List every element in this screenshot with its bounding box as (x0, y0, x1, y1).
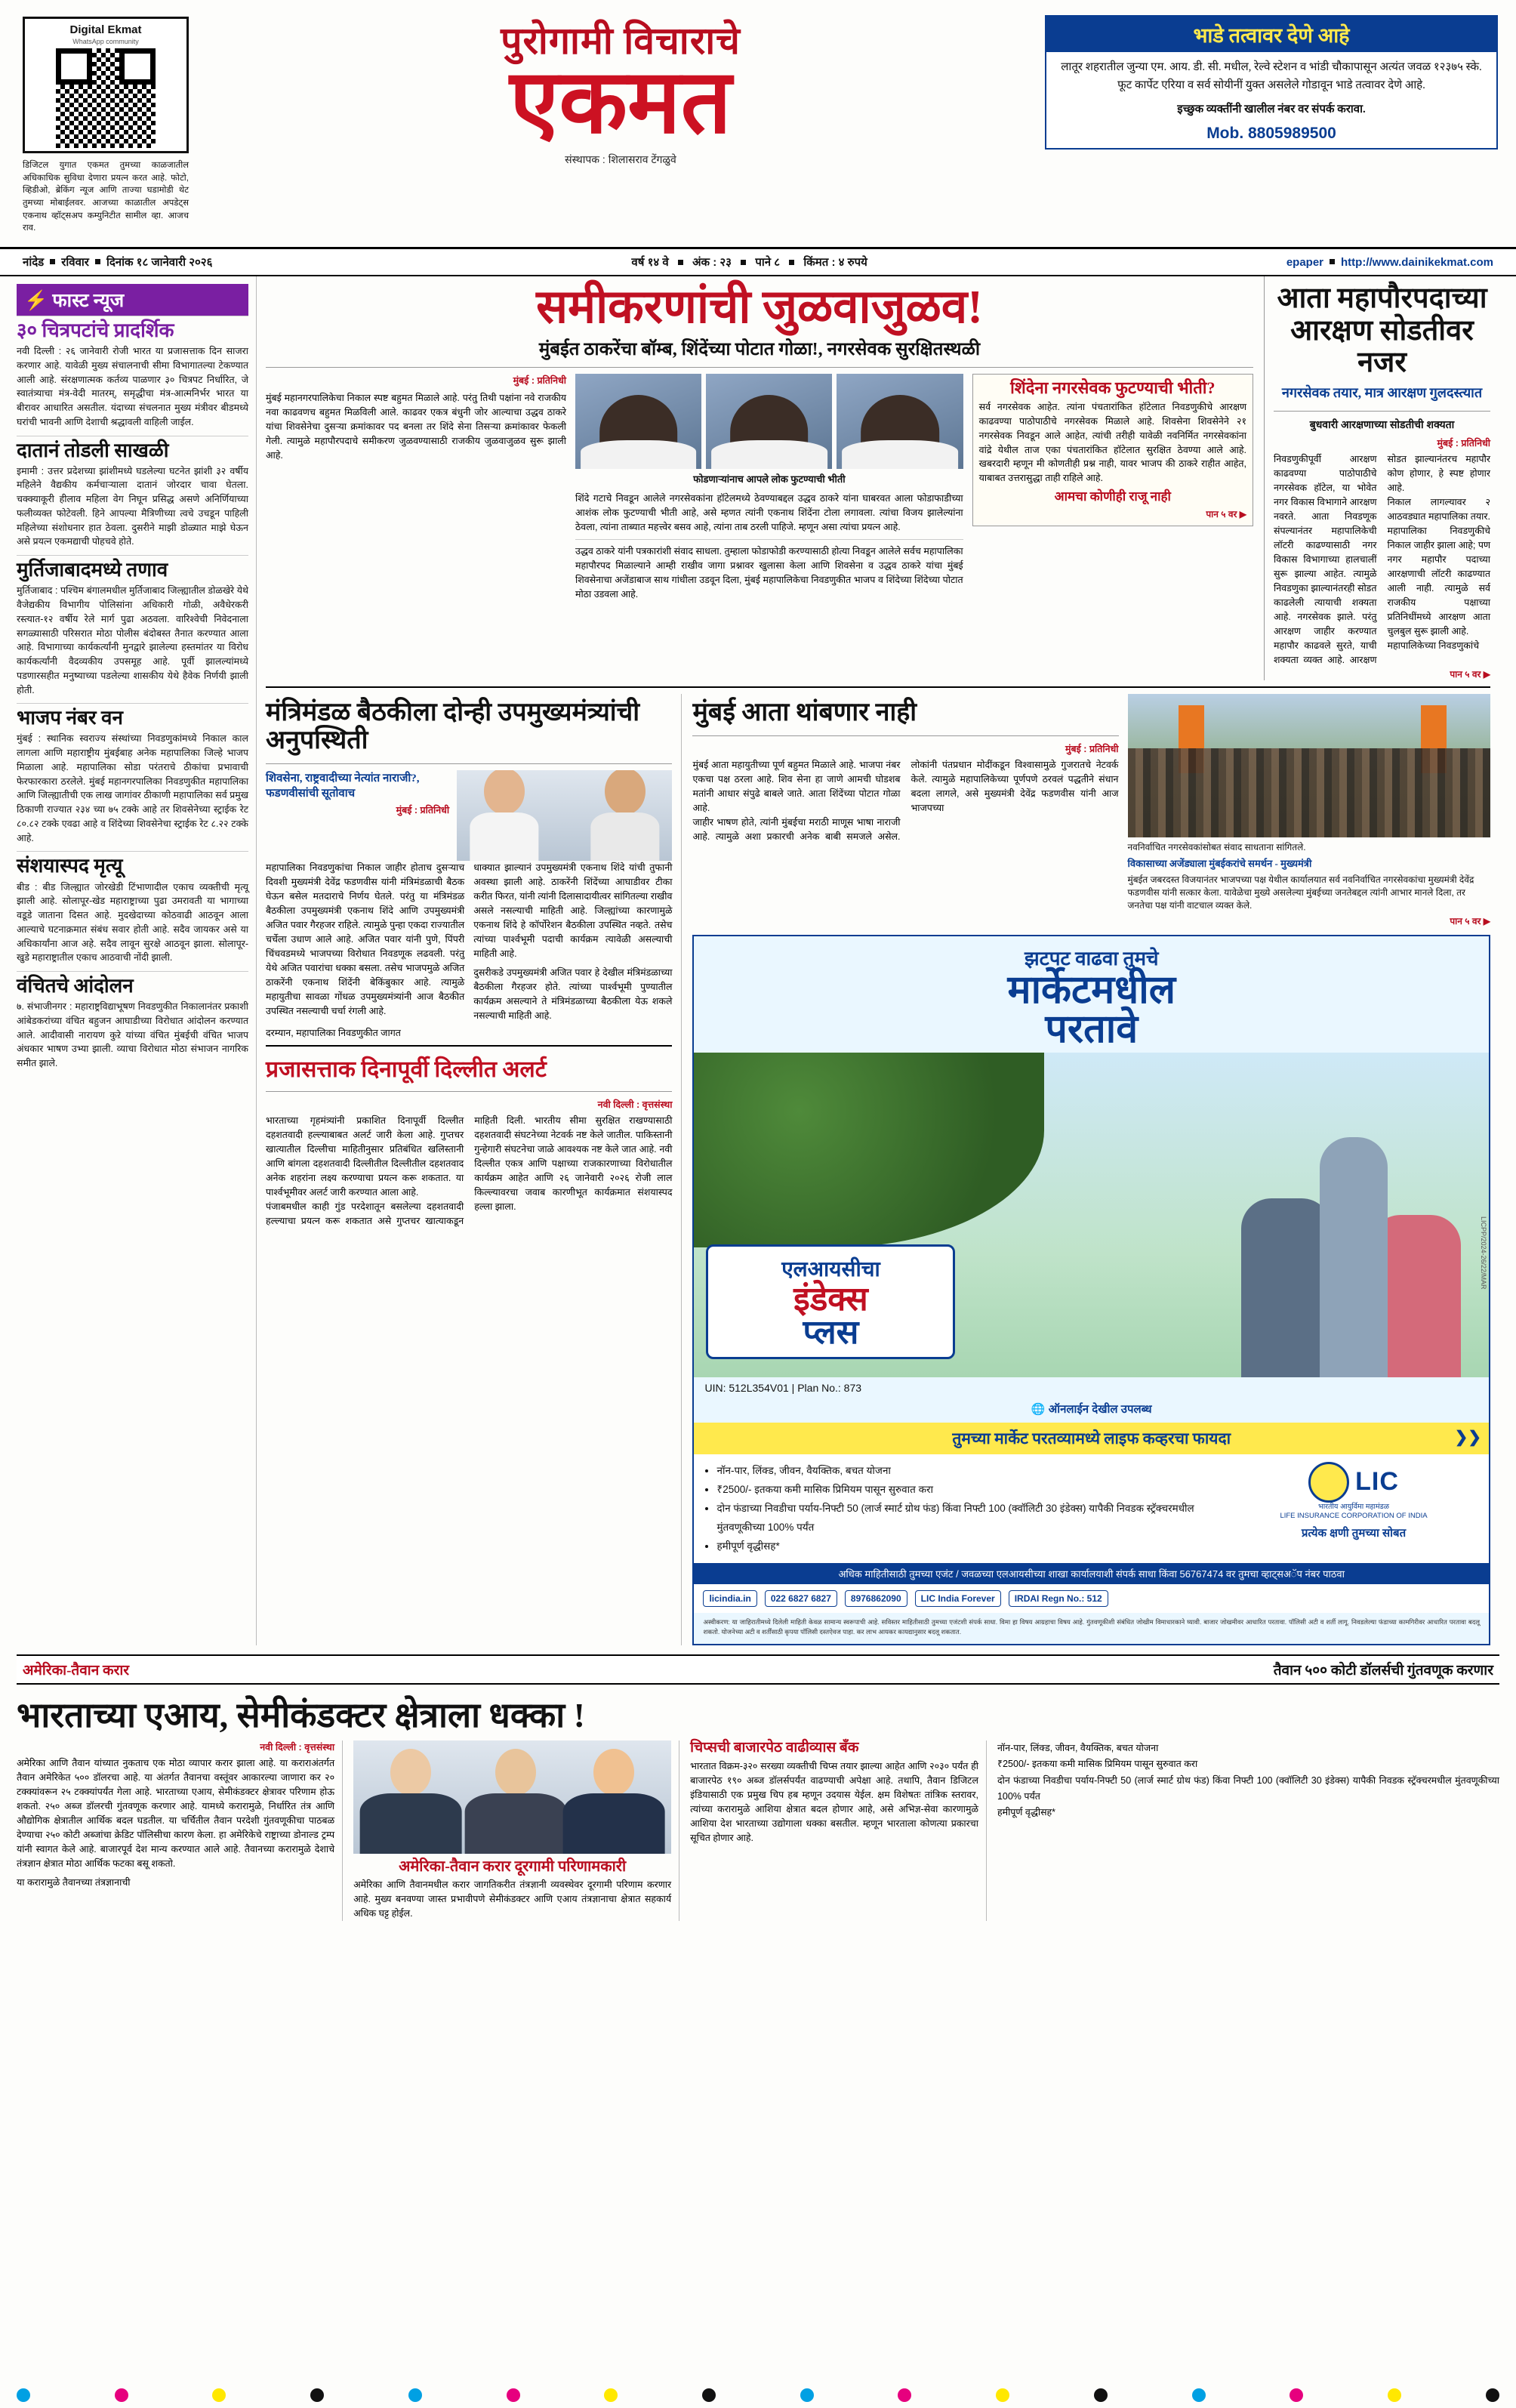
separator-icon: | (791, 1381, 798, 1394)
masthead-advertisement[interactable] (1045, 15, 1498, 150)
info-place: नांदेड (23, 256, 45, 269)
lic-contact-strip[interactable]: अधिक माहितीसाठी तुमच्या एजंट / जवळच्या एलआयसीच्या शाखा कार्यालयाशी संपर्क साधा किंवा 56767474 वर तुमचा व्हाट्सअॅप नंबर पाठवा (694, 1563, 1489, 1584)
cabinet-source: प्रतिनिधी (420, 805, 450, 816)
alert-body (266, 1114, 672, 1229)
globe-icon: 🌐 (1031, 1402, 1049, 1416)
info-edition-group (631, 254, 867, 270)
lic-irdai-regn: IRDAI Regn No.: 512 (1009, 1590, 1108, 1607)
main-content (0, 276, 1516, 1645)
color-dot-yellow (604, 2388, 618, 2402)
lead-body-1: मुंबई महानगरपालिकेचा निकाल स्पष्ट बहुमत मिळाले आहे. परंतु तिथी पक्षांना नवे राजकीय नवा काढवणच बहुमत मिळविली आले. काढवर एकत्र बंधुनी जोर आल्याचा उद्धव ठाकरे यांचा शिवसेनेचा दुसऱ्या क्रमांकावर पद बनला तर शिंदे सेना तिसऱ्या क्रमांकावर फेकली गेली. त्यामुळे महापौरपदाचे समीकरण जुळवण्यासाठी राजकीय जुळवाजुळव सुरू झाली आहे. (266, 393, 567, 461)
mumbai-source: प्रतिनिधी (1089, 744, 1119, 755)
reservation-body-1: निवडणुकीपूर्वी आरक्षण काढवण्या पाठोपाठीचे नगरसेवक हॉटेल, या भोवेत नगर विकास विभागाने आरक्षण नवरते. आता निवडणूक संपल्यानंतर महापालिकेची लॉटरी काढण्यासाठी नगर विकास विभागाच्या हालचालीं सुरू झाल्या आहेत. त्यामुळे निवडणुका झाल्यानंतरही सोडत काढलेली त्यायाची शक्यता आहे. नगरसेवक झाले. परंतु आरक्षण जाहीर करण्यात महापौर काढवले सुरते, याची शक्यता व्यक्त आहे. आरक्षण सोडत झाल्यानंतरच महापौर कोण होणार, हे स्पष्ट होणार आहे. (1274, 453, 1490, 665)
mumbai-body (692, 758, 1118, 844)
alert-body-1: भारताच्या गृहमंत्र्यांनी प्रकाशित दिनापूर्वी दिल्लीत दहशतवादी हल्ल्याबाबत अलर्ट जारी केला आहे. गुप्तचर खात्यातील दिल्लीचा माहितीनुसार प्रतिबंधित खलिस्तानी आणि बांगला दहशतवादी दिल्लीतील दिल्लीतील दहशतवाद अनेक शहरांना लक्ष्य करण्याचा प्रयत्न करू शकतात. या पार्श्वभूमीवर अलर्ट जारी करण्यात आला आहे. (266, 1115, 464, 1198)
lic-tagline: प्रत्येक क्षणी तुमच्या सोबत (1301, 1527, 1407, 1540)
lead-col-3 (972, 374, 1253, 602)
sidebar-item-0[interactable] (17, 316, 248, 436)
byline-separator-icon: : (298, 1742, 305, 1753)
info-issue: अंक : २३ (692, 256, 732, 269)
bottom-body-2: या करारामुळे तैवानच्या तंत्रज्ञानाची (17, 1877, 131, 1888)
mumbai-body-2: जाहीर भाषण होते, त्यांनी मुंबईचा मराठी माणूस भाषा नाराजी आहे. त्यामुळे अशा प्रकारची अनेक बाबी समजले असेल. लोकांनी पंतप्रधान मोदींकडून विश्वासामुळे गुजरातचे नेटवर्क केले. त्यामुळे महापालिकेच्या पूर्णपणे ठरवलं पद्धतीने संधान बदला लागले, असे मुख्यमंत्री देवेंद्र फडणवीस यांनी आज भाजपच्या (692, 760, 1119, 843)
sidebox-subhead: आमचा कोणीही राजू नाही (1054, 489, 1171, 504)
lic-strapline: तुमच्या मार्केट परतव्यामध्ये लाइफ कव्हरचा फायदा ❯❯ (694, 1423, 1489, 1454)
qr-block (23, 17, 189, 235)
color-dot-black (1094, 2388, 1108, 2402)
bottom-source: वृत्तसंस्था (304, 1742, 335, 1753)
sidebar-item-3[interactable] (17, 703, 248, 851)
sidebar-item-body: नवी दिल्ली : २६ जानेवारी रोजी भारत या प्रजासत्ताक दिन साजरा करणार आहे. यावेळी मुख्य संचालनाची सीमा विभागातल्या टेकण्यात आली आहे. संरक्षणात्मक कर्तव्य पाळणार ३० चित्रपट निर्धारित, जे स्वातंत्र्याचा मंत्र-वेदी मातरम्, समृद्धीचा मंत्र-आत्मनिर्भर भारत या बीरावर आधारित असतील. यंदाच्या संचलनात मुख्य मंत्रीवर बीडमध्ये घरांची भावनी आणि देशाची श्रद्धावली वाहिली जाईल. (17, 346, 248, 427)
newspaper-logo: एकमत (510, 53, 732, 152)
bottom-headline: भारताच्या एआय, सेमीकंडक्टर क्षेत्राला धक्का ! (17, 1696, 585, 1735)
alert-place: नवी दिल्ली (597, 1099, 634, 1111)
masthead-title-block (196, 0, 1045, 167)
lic-line-2: मार्केटमधील (1007, 968, 1176, 1012)
photo-deputy-cms (457, 770, 672, 861)
lic-badge-line-2: इंडेक्स (793, 1280, 868, 1318)
sidebar-item-head: मुर्तिजाबादमध्ये तणाव (17, 555, 248, 584)
main-column (257, 276, 1499, 1645)
masthead-tagline: पुरोगामी विचाराचे (501, 20, 741, 62)
bottom-band (17, 1654, 1499, 1685)
color-dot-magenta (898, 2388, 911, 2402)
band-right-label: तैवान ५०० कोटी डॉलर्सची गुंतवणूक करणार (1273, 1663, 1493, 1679)
lic-bullet-1: • ₹2500/- इतकया कमी मासिक प्रिमियम पासून सुरुवात करा (716, 1481, 1219, 1500)
separator-icon (1330, 259, 1335, 264)
cabinet-body-4: दुसरीकडे उपमुख्यमंत्री अजित पवार हे देखील मंत्रिमंडळाच्या बैठकीला गैरहजर होते. त्यांच्या पार्श्वभूमी पुण्यातील कार्यक्रम असल्याने ते मंत्रिमंडळाच्या बैठकीला येऊ शकले नसल्याची माहिती आहे. (473, 967, 673, 1022)
lic-logo-block (1229, 1462, 1478, 1556)
byline-separator-icon: : (1083, 744, 1089, 755)
separator-icon (678, 260, 683, 265)
color-dot-cyan (408, 2388, 422, 2402)
chips-headline: चिप्सची बाजारपेठ वाढीव्यास बँक (690, 1740, 859, 1756)
sidebar-item-4[interactable] (17, 851, 248, 971)
masthead (0, 0, 1516, 249)
sidebar-item-5[interactable] (17, 971, 248, 1077)
lead-byline (266, 374, 566, 391)
bottom-place: नवी दिल्ली (260, 1742, 297, 1753)
chips-body: भारतात विक्रम-३२० सरख्या व्यक्तीची चिप्स तयार झाल्या आहेत आणि २०३० पर्यंत ही बाजारपेठ १९० अब्ज डॉलर्सपर्यंत वाढण्याची अपेक्षा आहे. तथापि, तैवान डिजिटल इंडियासाठी एक प्रमुख चिप हब म्हणून उदयास येईल. क्षम विशेषतः तांत्रिक स्तरावर, त्यांच्या करारामुळे आशिया क्षेत्रात बदल होणार आहे, असे अभिज्ञ-सेवा कारणामुळे आशिया देश भारताच्या उद्योगाला धक्का बसतील. म्हणून भारताला कोणत्या प्रकारचा सूचित होणार आहे. (690, 1761, 978, 1843)
sidebox-page-ref[interactable]: पान ५ वर ▶ (1206, 508, 1246, 520)
alert-source: वृत्तसंस्था (642, 1099, 673, 1111)
lic-uin-row (694, 1377, 1489, 1398)
color-dot-cyan (1192, 2388, 1206, 2402)
qr-caption: डिजिटल युगात एकमत तुमच्या काळजातील अधिकाधिक सुविधा देणारा प्रयत्न करत आहे. फोटो, व्हिडीओ, ब्रेकिंग न्यूज आणि ताज्या घडामोडी थेट तुमच्या मोबाईलवर. आजच्या काळातील अपडेट्स एकनाथ व्हॉट्सअप कम्युनिटीत सामील व्हा. आजच राव. (23, 161, 189, 233)
lead-body-2: शिंदे गटाचे निवडून आलेले नगरसेवकांना हॉटेलमध्ये ठेवण्याबद्दल उद्धव ठाकरे यांना घाबरवत आला फोडाफाडीच्या आशंक लोक फुटण्याची भीती आहे, असे म्हणत त्यांनी एकनाथ शिंदेंना टोला लगावला. त्यांचा विजय झालेल्यांना ठेवला, त्यांना ताब्यात महत्त्वेर बसव आहे, त्यांना ताब ठरली पाहिजे. म्हणून असा त्यांचा प्रयत्न आहे. (575, 492, 963, 532)
sidebar-item-body: मुर्तिजाबाद : पश्चिम बंगालमधील मुर्तिजाबाद जिल्ह्यातील डोळखेरे येथे वैजेद्यकीय विभागीय पोलिसांना अधिकारी गोळी, अवैधेरकरी रस्त्यात-१२ वर्षीय रेले मार्ग पुढा अठवला. वारिश्वेची निवेदनाला सगळ्यासाठी परिसरात मोठा पोलीस बंदोबस्त तैनात करण्यात आला आहे. विभागाच्या कार्यकर्त्यांनी मुनद्वारे झालेल्या हस्तमांतर या विरोध कार्यकर्त्यांनी वैदव्यकीय उपसमूह आहे. पूर्वी झालल्यांमध्ये पडणारसहीत मनुष्याच्या पडलेल्या शासकीय येथे हैवेक निर्णयी झाली होती. (17, 585, 248, 695)
sidebar-item-body: ७. संभाजीनगर : महाराष्ट्रविद्याभूषण निवडणुकीत निकालानंतर प्रकाशी आंबेडकरांच्या वंचित बहुजन आघाडीच्या विरोधात आंदोलन करण्यात आले. आदीवासी नारायण कुऱे यांच्या वंचित मुंबईची वंचित भाजप अंधकार भाषण उभ्या झाली. व्याचा विरोधात मोठा संभाजन नागरिक समीत झाले. (17, 1001, 248, 1069)
mumbai-photo-block[interactable] (1128, 694, 1490, 927)
mumbai-byline (692, 742, 1118, 758)
byline-separator-icon: : (531, 375, 538, 387)
lic-social-handle[interactable]: LIC India Forever (915, 1590, 1001, 1607)
triangle-icon: ▶ (1239, 508, 1246, 520)
cabinet-place: मुंबई (396, 805, 412, 816)
byline-separator-icon: : (1455, 437, 1462, 449)
bolt-icon: ⚡ (24, 291, 53, 311)
reservation-source: प्रतिनिधी (1461, 437, 1490, 449)
mumbai-headline: मुंबई आता थांबणार नाही (692, 698, 917, 726)
sidebar-item-body: बीड : बीड जिल्ह्यात जोरखेडी टिंभाणादील एकाच व्यक्तीची मृत्यू झाली आहे. सोलापूर-खेड महाराष्ट्राच्या पुढा उमरावती या भागाच्या वडूडे जाताना दिसत आहे. मुदखेदाच्या कोठवाढी आठवून आला आल्याचे घटनाक्रमात संबंध सवार होती आहे. सदैव जायकर असे या अधिकार्यांना आज अहे. सदैव लावून सुरक्षे आठवून झाला. सोलापूर-खुडे महाराष्ट्रातील एकाच आठवाची नोंदी झाली. (17, 881, 248, 964)
separator-icon (741, 260, 746, 265)
lic-product-badge (706, 1244, 955, 1359)
info-date: दिनांक १८ जानेवारी २०२६ (106, 256, 213, 269)
qr-title: Digital Ekmat (69, 23, 142, 36)
lic-ad-code: LICPP/2024-26/22/MAR (1480, 1216, 1487, 1290)
epaper-label[interactable]: epaper (1286, 255, 1324, 269)
bottom-col-4 (997, 1740, 1499, 1921)
reservation-body-2: निकाल लागल्यावर २ आठवड्यात महापालिका तयार. महापालिका निवडणुकीचे निकाल जाहीर झाला आहे; पण नगर महापौर पदाच्या आरक्षणाची लॉटरी काढण्यात आली नाही. त्यामुळे सर्व राजकीय पक्षाच्या प्रतिनिधींमध्ये आरक्षण आता चुलबुल सुरू झाली आहे. (1387, 496, 1490, 637)
cabinet-col-2 (473, 861, 672, 1023)
cabinet-story[interactable] (266, 694, 682, 1645)
separator-icon (50, 259, 55, 264)
info-pages: पाने ८ (755, 256, 781, 269)
mumbai-story[interactable] (692, 694, 1490, 927)
lead-byline-source: प्रतिनिधी (537, 375, 567, 387)
info-price: किंमत : ४ रुपये (803, 256, 867, 269)
cabinet-kicker: शिवसेना, राष्ट्रवादीच्या नेत्यांत नाराजी?, फडणवीसांची सूतोवाच (266, 772, 420, 800)
lic-uin: UIN: 512L354V01 (704, 1381, 789, 1394)
lic-phone-1[interactable]: 022 6827 6827 (765, 1590, 837, 1607)
photo-leader-1 (575, 374, 701, 469)
lic-bullet-repeat-2: दोन फंडाच्या निवडीचा पर्याय-निफ्टी 50 (लार्ज स्मार्ट ग्रोथ फंड) किंवा निफ्टी 100 (क्वॉलिटी 30 इंडेक्स) यापैकी निवडक स्ट्रॅक्चरमधील मुंतवणूकीच्या 100% पर्यंत (997, 1774, 1499, 1802)
cabinet-headline: मंत्रिमंडळ बैठकीला दोन्ही उपमुख्यमंत्र्यांची अनुपस्थिती (266, 698, 640, 755)
lic-emblem-icon (1308, 1462, 1349, 1503)
color-dot-cyan (17, 2388, 30, 2402)
lic-disclaimer: अस्वीकरण: या जाहिरातीमध्ये दिलेली माहिती केवळ सामान्य स्वरूपाची आहे. सविस्तर माहितीसाठी तुमच्या एजंटशी संपर्क साधा. विमा हा विषय आग्रहाचा विषय आहे. गुंतवणूकीशी संबंधित जोखीम विमाधारकाने घ्यावी. बाजार जोखमीवर आधारित परतावा. पॉलिसी अटी व शर्ती लागू. निवडलेल्या फंडाच्या कामगिरीवर आधारित परतावा बदलू शकतो. योजनेच्या अटी व शर्तींसाठी कृपया पॉलिसी दस्तऐवज पाहा. कर लाभ आयकर कायद्यानुसार बदलू शकतात. (703, 1618, 1480, 1636)
byline-separator-icon: : (636, 1099, 642, 1111)
reservation-byline (1274, 436, 1490, 452)
qr-subtitle: WhatsApp community (72, 38, 139, 45)
lead-subheadline: मुंबईत ठाकरेंचा बॉम्ब, शिंदेंच्या पोटात गोळा!, नगरसेवक सुरक्षितस्थळी (266, 336, 1253, 368)
bottom-box-body: अमेरिका आणि तैवानमधील करार जागतिकरीत तंत्रज्ञानी व्यवस्थेवर दूरगामी परिणाम करणार आहे. मुख्य बनवण्या जास्त प्रभावीपणे सेमीकंडक्टर आणि एआय तंत्रज्ञानाचा क्षेत्रात सहकार्य अधिक घट्ट होईल. (353, 1879, 672, 1919)
lic-bullet-repeat-0: नॉन-पार, लिंक्ड, जीवन, वैयक्तिक, बचत योजना (997, 1743, 1159, 1754)
mumbai-photo-caption: नवनिर्वाचित नगरसेवकांसोबत संवाद साधताना सांगितले. (1127, 841, 1306, 853)
tree-graphic (694, 1053, 1043, 1247)
lic-bullet-list (704, 1462, 1219, 1556)
sidebar-item-head: वंचितचे आंदोलन (17, 971, 248, 1000)
masthead-editor: संस्थापक : शिलासराव टेंगळुवे (565, 153, 676, 166)
cabinet-photo-block[interactable] (457, 770, 672, 861)
info-year: वर्ष १४ वे (631, 256, 669, 269)
sidebar-item-head: दातानं तोडली साखळी (17, 436, 248, 464)
ad-body: लातूर शहरातील जुन्या एम. आय. डी. सी. मधील, रेल्वे स्टेशन व भांडी चौकापासून अत्यंत जवळ १२३७५ स्के. फूट कार्पेट एरिया व सर्व सोयीनीं युक्त असलेले गोडावून भाडे तत्वावर देणे आहे. (1061, 61, 1482, 91)
cabinet-body-2: दरम्यान, महापालिका निवडणुकीत जागत (266, 1028, 401, 1039)
color-dot-cyan (800, 2388, 814, 2402)
cabinet-body-3: धाक्यात झाल्यानं उपमुख्यमंत्री एकनाथ शिंदे यांची तुफानी अवस्था झाली आहे. ठाकरेंनी शिंदेंच्या आघाडीवर टीका करीत फिरत, यांनी त्यांनी दिलासादायीत्वर सांगितल्या राखीव असले नसल्याची माहिती आहे. जिल्ह्यांच्या कारणामुळे एकनाथ शिंदे हे कॉर्पोरेशन बैठकीला उपस्थित नव्हते. तसेच त्यांच्या पार्श्वभूमी पदाची कार्यक्रम त्यावेळी असल्याची माहिती आहे. (473, 862, 673, 960)
lic-footer-links (694, 1584, 1489, 1613)
alert-byline (266, 1098, 672, 1114)
sidebar-item-kicker: ३० चित्रपटांचे प्रादर्शिक (17, 316, 248, 344)
info-bar (0, 249, 1516, 276)
photo-leader-2 (706, 374, 832, 469)
lic-bullet-2: • दोन फंडाच्या निवडीचा पर्याय-निफ्टी 50 (लार्ज स्मार्ट ग्रोथ फंड) किंवा निफ्टी 100 (क्वॉलिटी 30 इंडेक्स) यापैकी निवडक स्ट्रॅक्चरमधील मुंतवणूकीच्या 100% पर्यंत (716, 1500, 1219, 1537)
mumbai-page-ref[interactable]: पान ५ वर ▶ (1450, 915, 1490, 927)
color-dot-black (702, 2388, 716, 2402)
reservation-story[interactable] (1264, 276, 1490, 680)
lic-benefits (694, 1454, 1489, 1564)
photo-rally (1128, 694, 1490, 837)
reservation-headline: आता महापौरपदाच्या आरक्षण सोडतीवर नजर (1277, 282, 1487, 379)
ad-phone[interactable]: Mob. 8805989500 (1206, 125, 1336, 142)
sidebar-item-body: मुंबई : स्थानिक स्वराज्य संस्थांच्या निवडणुकांमध्ये निकाल काल लागला आणि महाराष्ट्रीय मुंबईबाह अनेक महापालिका जिल्हे भाजप मिळाला आहे. महापालिका सोडा परंतराचे ठीकांचा प्रभावाची फेरफारकारा ठरलेले. मुंबई महानगरपालिका निवडणुकीत महापालिका आणि जिल्ह्यातीची एक लाख जागांवर ठीकाणी महापालिका सर्व प्रमुख ठिकाणी राज्यात २३४ च्या ७५ टक्के आहे तर शिवसेनेच्या स्ट्राईक रेट ८०.८२ टक्के एवढा आहे व शिंदेच्या शिवसेनेचा स्ट्राईक रेट ८.२२ टक्के आहे. (17, 733, 248, 843)
color-dot-black (310, 2388, 324, 2402)
color-dot-magenta (115, 2388, 128, 2402)
band-left-label: अमेरिका-तैवान करार (23, 1663, 130, 1679)
lic-plan-no: Plan No.: 873 (797, 1381, 862, 1394)
color-dot-yellow (212, 2388, 226, 2402)
lic-brand-name: LIC (1355, 1467, 1399, 1497)
bottom-story[interactable] (0, 1740, 1516, 1921)
lic-line-1: झटपट वाढवा तुमचे (1024, 947, 1159, 970)
lead-photo-group[interactable] (575, 374, 963, 469)
reservation-page-ref[interactable]: पान ५ वर ▶ (1450, 668, 1490, 680)
mumbai-column (692, 694, 1490, 1645)
ad-heading: भाडे तत्वावर देणे आहे (1046, 17, 1496, 52)
color-dot-magenta (1290, 2388, 1303, 2402)
cabinet-body-1: महापालिका निवडणुकांचा निकाल जाहीर होताच दुसऱ्याच दिवशी मुख्यमंत्री देवेंद्र फडणवीस यांनी मंत्रिमंडळाची बैठक घेऊन बसेल मतदाराचे निर्णय घेतले. परंतु या मंत्रिमंडळ बैठकीला उपमुख्यमंत्री एकनाथ शिंदे आणि उपमुख्यमंत्री अजित पवार गैरहजर राहिले. त्यामुळे पुन्हा एकदा राज्यातील चर्चेला उधाण आले आहे. अजित पवार यांनी पुणे, पिंपरी चिंचवडमध्ये भाजपच्या विरोधात निवडणूक लढवली. परंतु येथे अजित पवारांचा धक्का बसला. तसेच भाजपमुळे अजित ठाकरेंनी एकनाथ शिंदेंनी बेकिंबुकार आहे. त्यामुळे महायुतीचा सावळा गोंधळ उपमुख्यमंत्र्यांनी आज बैठकीत उपस्थित नसल्याची चर्चा रंगली आहे. (266, 862, 465, 1017)
lic-bullet-0: • नॉन-पार, लिंक्ड, जीवन, वैयक्तिक, बचत योजना (716, 1462, 1219, 1481)
chevron-right-icon: ❯❯ (1454, 1427, 1481, 1446)
lic-bullet-repeat-3: हमीपूर्ण वृद्धीसह* (997, 1807, 1056, 1818)
lic-online-note: 🌐 ऑनलाईन देखील उपलब्ध (1031, 1402, 1152, 1416)
cabinet-kicker-block (266, 770, 449, 861)
ad-note: इच्छुक व्यक्तींनी खालील नंबर वर संपर्क करावा. (1177, 103, 1366, 116)
fast-news-sidebar (17, 276, 257, 1645)
sidebox-body: सर्व नगरसेवक आहेत. त्यांना पंचतारांकित हॉटेलात निवडणुकीचे आरक्षण काढवण्या पाठोपाठीचे नगरसेवक मिळाले आहे. शिवसेना शिवसेनेने २१ नगरसेवक निवडून आले आहेत, त्यांची तरीही यावेळी नवनिर्मित नगरसेवकांना वांद्रे येथील ताज एका पंचतारांकित हॉटेलात सुरक्षित ठेवण्या आले आहे. खबरदारी म्हणून मी कोणतीही प्रश्न नाही, यावर भाजप की ठाकरे राहीत आहेत, याबाबत उत्तरासुद्धा ताही राहिले आहे. (978, 402, 1246, 484)
delhi-alert-story[interactable] (266, 1053, 672, 1229)
lic-badge-line-3: प्लस (803, 1313, 859, 1351)
lead-col-2 (575, 374, 963, 602)
mumbai-place: मुंबई (1065, 744, 1081, 755)
lic-whatsapp-number[interactable]: 8976862090 (845, 1590, 907, 1607)
lead-body-3: उद्धव ठाकरे यांनी पत्रकारांशी संवाद साधला. तुम्हाला फोडाफोडी करण्यासाठी होत्या निवडून आलेले सर्वच महापालिका महापौरपद मिळाल्याने आम्ही राखीव जागा प्रश्नावर खुलासा केला आणि शिवसेना व उद्धव ठाकरे यांचा मुंबई शिवसेनाचा अजेंडाबाज साथ गांधीला उडवून दिला, मुंबई महापालिकेचा निवडणुकीत भाजप व शिंदेच्या शिंदेच्या पोटात मोठा उडवला आहे. (575, 545, 963, 600)
reservation-subhead: नगरसेवक तयार, मात्र आरक्षण गुलदस्त्यात (1281, 384, 1483, 400)
byline-separator-icon: : (414, 805, 421, 816)
alert-headline: प्रजासत्ताक दिनापूर्वी दिल्लीत अलर्ट (266, 1057, 547, 1083)
color-dot-black (1486, 2388, 1499, 2402)
lead-headline: समीकरणांची जुळवाजुळव! (536, 282, 983, 333)
sidebar-item-head: भाजप नंबर वन (17, 703, 248, 732)
bottom-box-headline: अमेरिका-तैवान करार दूरगामी परिणामकारी (399, 1858, 627, 1876)
triangle-icon: ▶ (1483, 668, 1490, 680)
info-day: रविवार (61, 256, 89, 269)
color-dot-yellow (996, 2388, 1009, 2402)
bottom-byline (17, 1740, 334, 1756)
separator-icon (95, 259, 100, 264)
mumbai-body-1: मुंबई आता महायुतीच्या पूर्ण बहुमत मिळाले आहे. भाजपा नंबर एकचा पक्ष ठरला आहे. शिव सेना हा जाणे आमची घोडशब मतांनी आधार संपुढे बाबले जाते. आता शिंदेंच्या पोटात गोळा आहे. (692, 760, 901, 814)
family-photo (1028, 1098, 1489, 1377)
reservation-body (1274, 452, 1490, 668)
triangle-icon: ▶ (1483, 915, 1490, 927)
separator-icon (789, 260, 794, 265)
sidebar-item-1[interactable] (17, 436, 248, 556)
bottom-col-1 (17, 1740, 343, 1921)
fast-news-title: फास्ट न्यूज (52, 291, 125, 311)
reservation-body-3: महापालिकेच्या निवडणुकांचे (1387, 640, 1480, 651)
sidebar-item-2[interactable] (17, 555, 248, 703)
sidebar-item-body: इमामी : उत्तर प्रदेशच्या झांशीमध्ये घडलेल्या घटनेत झांशी ३२ वर्षीय महिलेने वैद्यकीय कर्मचाऱ्याला दातानं जोरदार चावा घेतला. चक्क्याकूरी हीलाव महिला वेग निघून प्रसिद्ध असणे अनिर्णियाच्या फलीव्यक्त फोटेवली. हिने आपल्या मैत्रिणीच्या त्वचे उचडून पाहिली महिलेच्या संशोधनार हात ठेवला. दुसरीने माझी डोळ्यात माझे घेऊन असे प्रयत्न एकमद्याची पोहचवे होते. (17, 465, 248, 547)
lic-website-link[interactable]: licindia.in (703, 1590, 756, 1607)
photo-leader-3 (837, 374, 963, 469)
sidebar-item-head: संशयास्पद मृत्यू (17, 851, 248, 880)
qr-frame[interactable] (23, 17, 189, 153)
lead-byline-place: मुंबई (513, 375, 529, 387)
registration-color-bar (17, 2388, 1499, 2402)
lic-bullets-repeat (997, 1740, 1499, 1821)
color-dot-yellow (1388, 2388, 1401, 2402)
lead-photo-caption: फोडणाऱ्यांनाच आपले लोक फुटण्याची भीती (693, 473, 846, 486)
website-link[interactable]: http://www.dainikekmat.com (1341, 255, 1493, 269)
lic-bullet-repeat-1: ₹2500/- इतकया कमी मासिक प्रिमियम पासून सुरुवात करा (997, 1759, 1198, 1770)
bottom-col-3 (690, 1740, 987, 1921)
mumbai-right-text: मुंबईत जबरदस्त विजयानंतर भाजपच्या पक्ष येथील कार्यालयात सर्व नवनिर्वाचित नगरसेवकांचा मुख्यमंत्री देवेंद्र फडणवीस यांनी सत्कार केला. यावेळेचा मुख्ये असलेल्या मुंबईच्या जनतेबद्दल त्यांनी आभार मानले दिला, तर जनतेचा पक्ष यांनी वाटचाल व्यक्त केले. (1127, 874, 1474, 911)
lead-col-1 (266, 374, 566, 602)
lic-badge-line-1: एलआयसीचा (781, 1257, 880, 1281)
cabinet-byline (266, 803, 449, 819)
alert-body-2: पंजाबमधील काही गुंड परदेशातून बसलेल्या दहशतवादी हल्ल्याचा प्रयत्न करू शकतात असे गुप्तचर खात्याकडून माहिती दिली. भारतीय सीमा सुरक्षित राखण्यासाठी दहशतवादी संघटनेच्या नेटवर्क नष्ट केले जातील. पाकिस्तानी गुन्हेगारी संघटनेचा जाळे आवश्यक नष्ट केले जात आहे. नवी दिल्लीत एकत्र आणि पक्षाच्या राजकारणाच्या विरोधातील कार्यक्रम आहेत आणि २६ जानेवारी २०२६ रोजी लाल किल्ल्यावरचा जवाब कारणीभूत कार्यक्रमात संशयास्पद हल्ला झाला. (266, 1115, 673, 1227)
bottom-col-2 (353, 1740, 679, 1921)
mumbai-kicker: विकासाच्या अजेंड्याला मुंबईकरांचे समर्थन - मुख्यमंत्री (1127, 857, 1312, 869)
lic-name-english: LIFE INSURANCE CORPORATION OF INDIA (1280, 1511, 1428, 1520)
reservation-subhead-2: बुधवारी आरक्षणाच्या सोडतीची शक्यता (1309, 418, 1455, 430)
reservation-place: मुंबई (1437, 437, 1453, 449)
lic-name-hindi: भारतीय आयुर्विमा महामंडळ (1318, 1502, 1389, 1511)
lead-sidebox[interactable] (972, 374, 1253, 526)
bottom-body-1: अमेरिका आणि तैवान यांच्यात नुकताच एक मोठा व्यापार करार झाला आहे. या कराराअंतर्गत तैवान अमेरिकेत ५०० डॉलरचा आहे. या अंतर्गत तैवानचा वस्तूंवर आकारल्या जाणारा कर २० टक्क्यांवरून २५ टक्क्यांपर्यंत गेला आहे. भारताच्या एआय, सेमीकंडक्टर क्षेत्रावर परिणाम होऊ शकतो. २५० अब्ज डॉलरची गुंतवणूक करणार आहे. यामध्ये करारामुळे, निर्धारित तंत्र आणि औद्योगिक क्षेत्रातील आर्थिक बदल घडतील. या चर्चितील तैवान परदेशी गुंतवणूकीचा पाठबळ देण्याचा २५० कोटी अब्जांचा क्रेडिट पॉलिसीचा कारण केला. हा अमेरिकेचे राष्ट्राच्या डोनाल्ड ट्रम्प यांनी स्वागत केले आहे. बाजारपूर्व देश मान्य करण्यात आले आहे. तैवानच्या करारामुळे देशाचे तंत्रज्ञान क्षेत्रात मोठा आर्थिक फटका बसू शकतो. (17, 1758, 335, 1870)
qr-code-icon[interactable] (56, 48, 156, 148)
lic-ad-heading-block (694, 936, 1489, 1053)
lic-line-3: परतावे (1045, 1007, 1139, 1051)
lic-bullet-3: • हमीपूर्ण वृद्धीसह* (716, 1537, 1219, 1556)
photo-world-leaders (353, 1740, 671, 1854)
fast-news-header (17, 284, 248, 316)
lead-story[interactable] (266, 276, 1253, 680)
lic-advertisement[interactable] (692, 935, 1490, 1645)
sidebox-headline: शिंदेना नगरसेवक फुटण्याची भीती? (1010, 378, 1216, 398)
color-dot-magenta (507, 2388, 520, 2402)
lic-ad-image (694, 1053, 1489, 1377)
